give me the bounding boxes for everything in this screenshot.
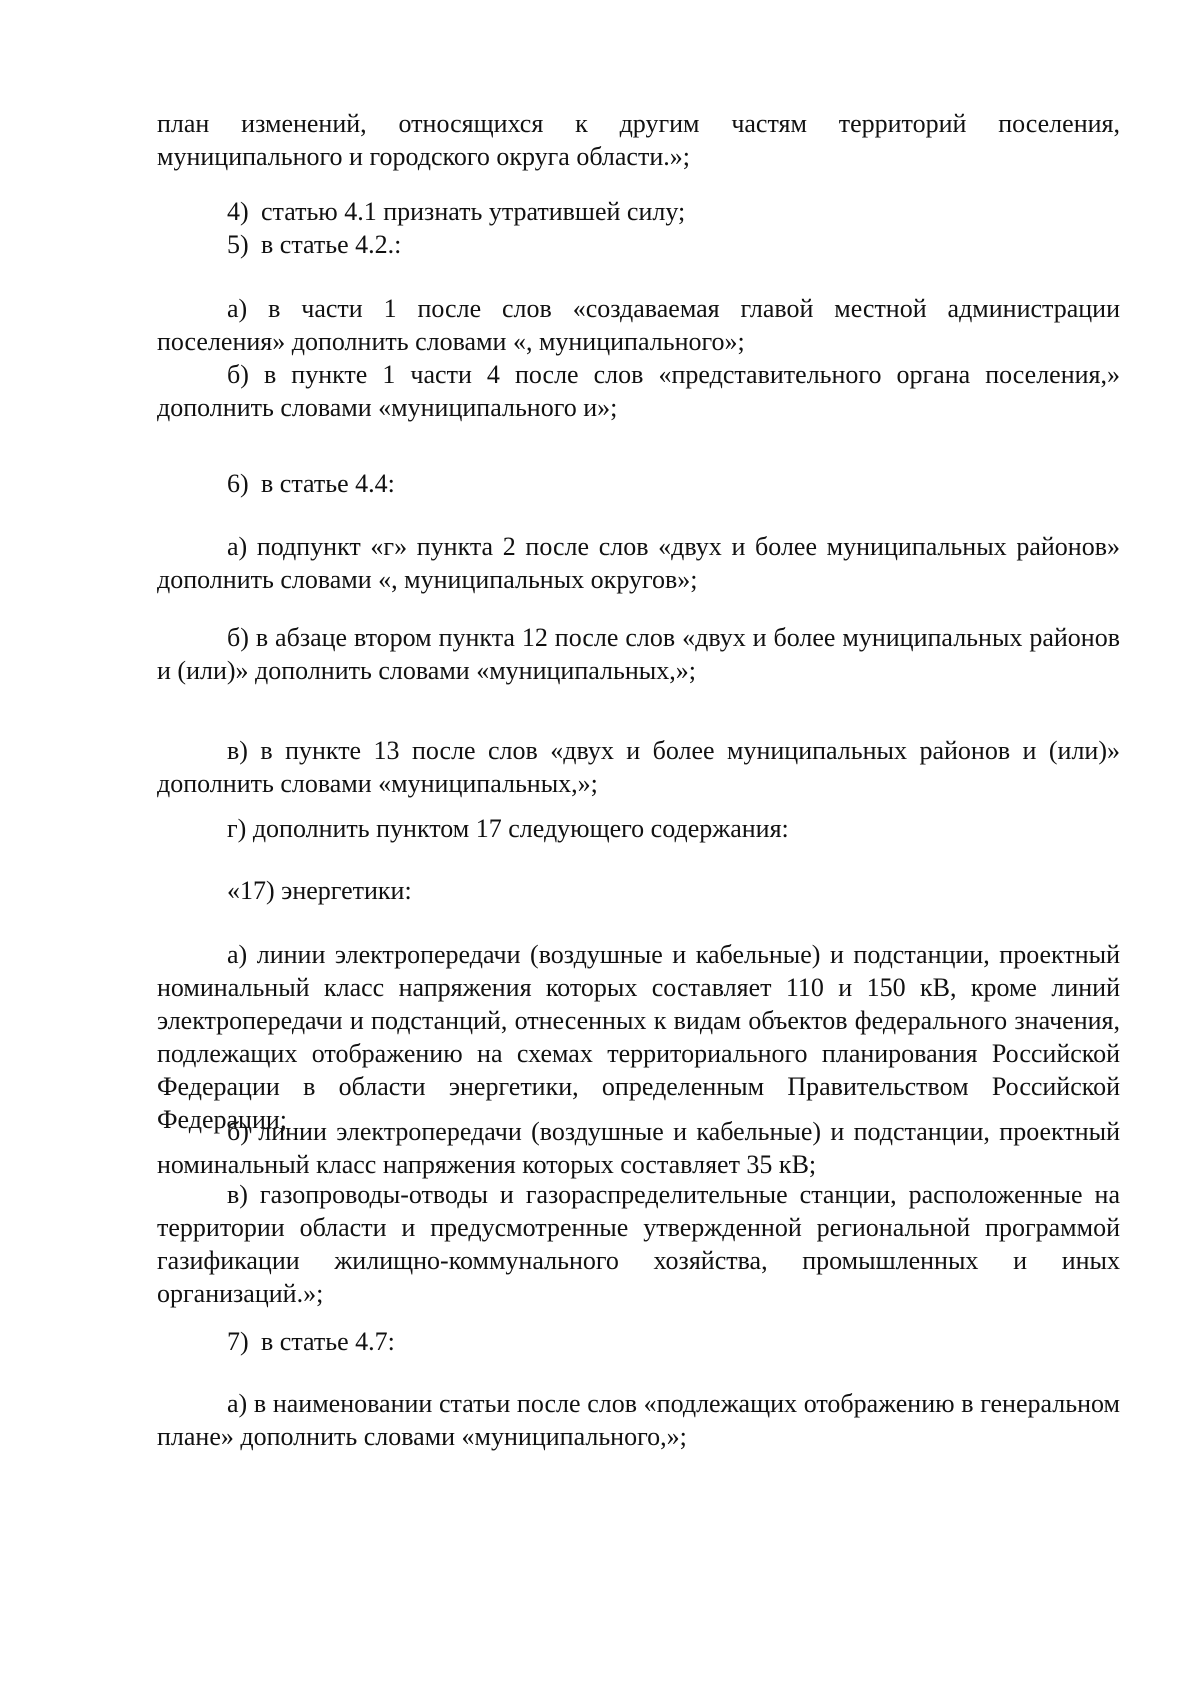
paragraph-6g: г) дополнить пунктом 17 следующего содержания: xyxy=(227,814,789,843)
paragraph-6v: в) в пункте 13 после слов «двух и более муниципальных районов и (или)» дополнить словами «муниципальных,»; xyxy=(157,736,1120,798)
list-item-text: статью 4.1 признать утратившей силу; xyxy=(261,197,686,226)
paragraph-17v: в) газопроводы-отводы и газораспределительные станции, расположенные на территории области и предусмотренные утвержденной региональной программой газификации жилищно-коммунального хозяйства, промышленных и иных организаций.»; xyxy=(157,1180,1120,1308)
paragraph-6a: а) подпункт «г» пункта 2 после слов «двух и более муниципальных районов» дополнить словами «, муниципальных округов»; xyxy=(157,532,1120,594)
list-item-text: в статье 4.2.: xyxy=(261,230,402,259)
list-item-number: 4) xyxy=(227,197,249,226)
list-item-text: в статье 4.4: xyxy=(261,469,395,498)
paragraph-continuation: план изменений, относящихся к другим частям территорий поселения, муниципального и городского округа области.»; xyxy=(157,109,1120,171)
paragraph-5a: а) в части 1 после слов «создаваемая главой местной администрации поселения» дополнить словами «, муниципального»; xyxy=(157,294,1120,356)
list-item-6 xyxy=(227,467,395,500)
list-item-7 xyxy=(227,1325,395,1358)
list-item-5 xyxy=(227,228,401,261)
paragraph-17-heading: «17) энергетики: xyxy=(227,876,412,905)
paragraph-7a: а) в наименовании статьи после слов «подлежащих отображению в генеральном плане» дополнить словами «муниципального,»; xyxy=(157,1389,1120,1451)
paragraph-17b: б) линии электропередачи (воздушные и кабельные) и подстанции, проектный номинальный класс напряжения которых составляет 35 кВ; xyxy=(157,1117,1120,1179)
paragraph-6b: б) в абзаце втором пункта 12 после слов «двух и более муниципальных районов и (или)» дополнить словами «муниципальных,»; xyxy=(157,623,1120,685)
list-item-number: 5) xyxy=(227,230,249,259)
list-item-number: 6) xyxy=(227,469,249,498)
list-item-number: 7) xyxy=(227,1327,249,1356)
list-item-text: в статье 4.7: xyxy=(261,1327,395,1356)
paragraph-17a: а) линии электропередачи (воздушные и кабельные) и подстанции, проектный номинальный класс напряжения которых составляет 110 и 150 кВ, кроме линий электропередачи и подстанций, отнесенных к видам объектов федерального значения, подлежащих отображению на схемах территориального планирования Российской Федерации в области энергетики, определенным Правительством Российской Федерации; xyxy=(157,940,1120,1134)
list-item-4 xyxy=(227,195,685,228)
paragraph-5b: б) в пункте 1 части 4 после слов «представительного органа поселения,» дополнить словами «муниципального и»; xyxy=(157,360,1120,422)
